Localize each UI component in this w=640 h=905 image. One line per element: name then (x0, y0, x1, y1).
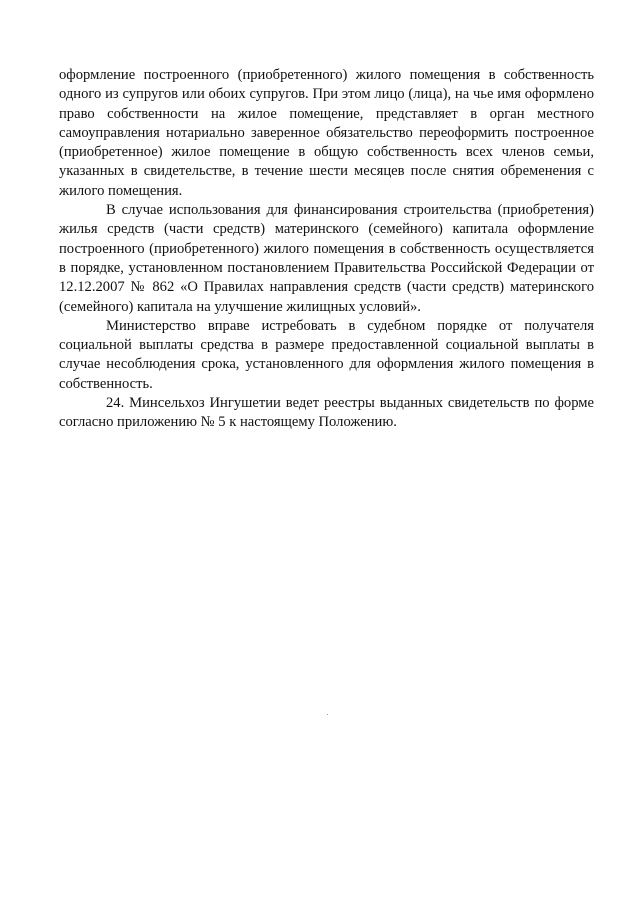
paragraph-ministry-recovery: Министерство вправе истребовать в судебном порядке от получателя социальной выплаты средства в размере предоставленной социальной выплаты в случае несоблюдения срока, установленного для оформления жилого помещения в собственность. (59, 317, 594, 392)
paragraph-maternity-capital: В случае использования для финансирования строительства (приобретения) жилья средств (части средств) материнского (семейного) капитала оформление построенного (приобретенного) жилого помещения в собственность осуществляется в порядке, установленном постановлением Правительства Российской Федерации от 12.12.2007 № 862 «О Правилах направления средств (части средств) материнского (семейного) капитала на улучшение жилищных условий». (59, 202, 594, 315)
scan-speck (327, 714, 328, 715)
paragraph-item-24: 24. Минсельхоз Ингушетии ведет реестры выданных свидетельств по форме согласно приложению № 5 к настоящему Положению. (59, 395, 594, 431)
document-body (59, 66, 594, 433)
paragraph-continuation: оформление построенного (приобретенного) жилого помещения в собственность одного из супругов или обоих супругов. При этом лицо (лица), на чье имя оформлено право собственности на жилое помещение, представляет в орган местного самоуправления нотариально заверенное обязательство переоформить построенное (приобретенное) жилое помещение в общую собственность всех членов семьи, указанных в свидетельстве, в течение шести месяцев после снятия обременения с жилого помещения. (59, 67, 594, 199)
